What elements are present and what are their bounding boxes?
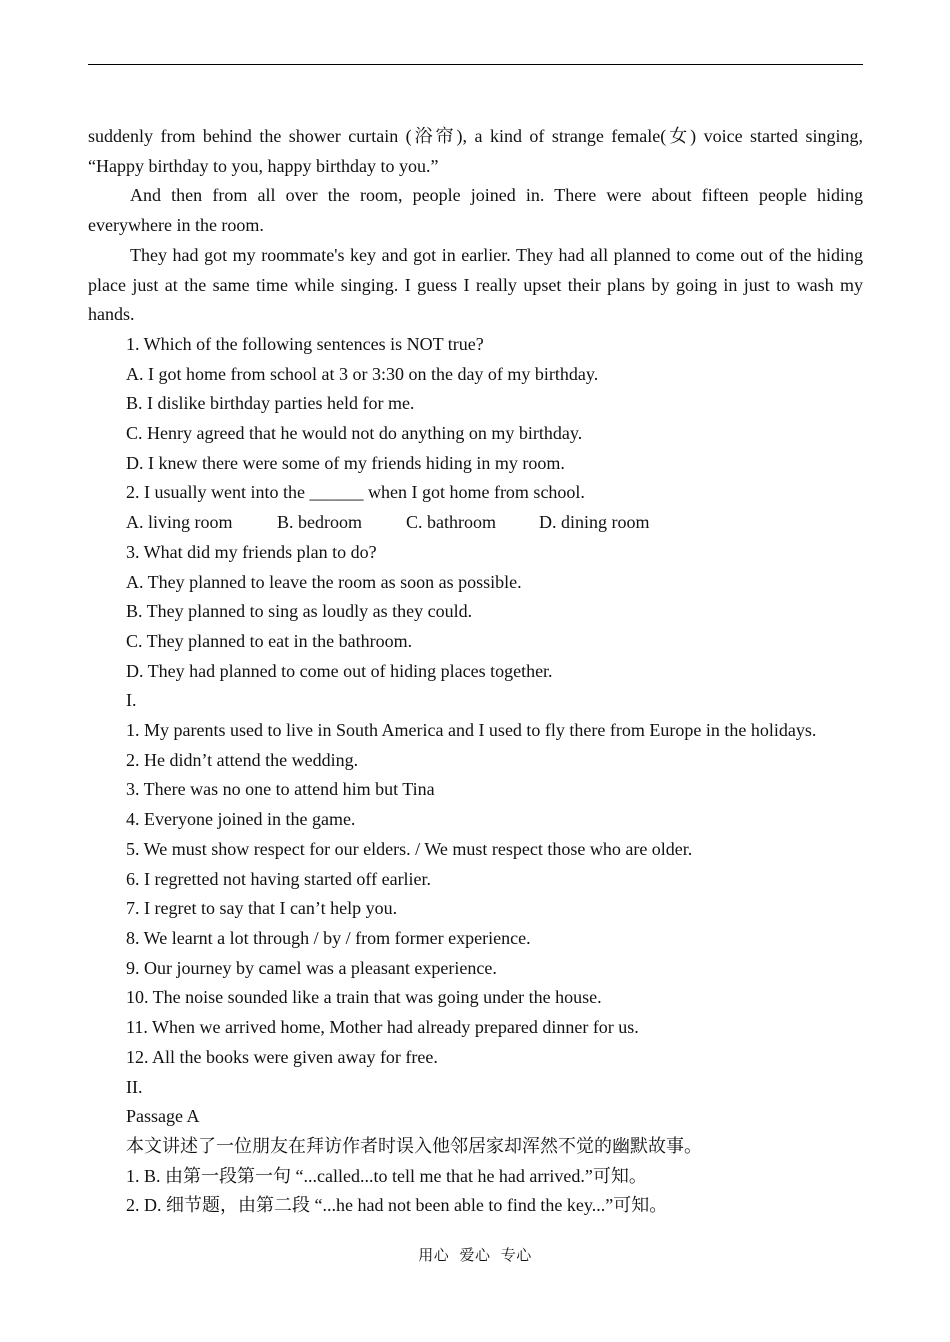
passage-paragraph-2: And then from all over the room, people joined in. There were about fifteen people hiding everywhere in the room. bbox=[88, 185, 863, 236]
passage-paragraph-1: suddenly from behind the shower curtain (浴帘), a kind of strange female(女) voice started singing, “Happy birthday to you, happy birthday to you.” bbox=[88, 126, 863, 176]
passage-a-title: Passage A bbox=[126, 1106, 200, 1127]
question-1-option-b: B. I dislike birthday parties held for me. bbox=[126, 393, 415, 414]
header-rule bbox=[88, 64, 863, 65]
question-2-stem: 2. I usually went into the ______ when I got home from school. bbox=[126, 482, 585, 503]
answer-item-8: 8. We learnt a lot through / by / from former experience. bbox=[126, 927, 531, 948]
question-3-option-b: B. They planned to sing as loudly as they could. bbox=[126, 601, 473, 622]
answer-section-1-heading: I. bbox=[126, 690, 137, 711]
answer-item-9: 9. Our journey by camel was a pleasant experience. bbox=[126, 957, 497, 978]
answer-item-2: 2. He didn’t attend the wedding. bbox=[126, 749, 359, 770]
question-1-option-a: A. I got home from school at 3 or 3:30 on the day of my birthday. bbox=[126, 363, 599, 384]
answer-item-6: 6. I regretted not having started off earlier. bbox=[126, 868, 432, 889]
question-3-option-a: A. They planned to leave the room as soon as possible. bbox=[126, 571, 522, 592]
answer-item-7: 7. I regret to say that I can’t help you. bbox=[126, 898, 398, 919]
passage-a-answer-1: 1. B. 由第一段第一句 “...called...to tell me that he had arrived.”可知。 bbox=[126, 1165, 647, 1186]
question-2-option-a: A. living room bbox=[126, 512, 233, 533]
question-2-option-d: D. dining room bbox=[539, 512, 650, 533]
question-2-options bbox=[126, 508, 863, 538]
passage-paragraph-3: They had got my roommate's key and got in earlier. They had all planned to come out of the hiding place just at the same time while singing. I guess I really upset their plans by going in just to wash my hands. bbox=[88, 244, 863, 325]
answer-item-10: 10. The noise sounded like a train that was going under the house. bbox=[126, 987, 602, 1008]
question-1-stem: 1. Which of the following sentences is NOT true? bbox=[126, 333, 484, 354]
question-1-option-d: D. I knew there were some of my friends hiding in my room. bbox=[126, 452, 565, 473]
answer-item-1: 1. My parents used to live in South America and I used to fly there from Europe in the holidays. bbox=[126, 720, 817, 741]
page-body bbox=[88, 122, 863, 1221]
passage-a-summary: 本文讲述了一位朋友在拜访作者时误入他邻居家却浑然不觉的幽默故事。 bbox=[126, 1135, 702, 1156]
question-2-option-b: B. bedroom bbox=[277, 512, 362, 533]
question-3-option-c: C. They planned to eat in the bathroom. bbox=[126, 630, 413, 651]
answer-item-3: 3. There was no one to attend him but Tina bbox=[126, 779, 435, 800]
answer-item-4: 4. Everyone joined in the game. bbox=[126, 809, 356, 830]
question-2-option-c: C. bathroom bbox=[406, 512, 496, 533]
answer-item-11: 11. When we arrived home, Mother had already prepared dinner for us. bbox=[126, 1017, 639, 1038]
question-1-option-c: C. Henry agreed that he would not do anything on my birthday. bbox=[126, 423, 583, 444]
answer-section-2-heading: II. bbox=[126, 1076, 143, 1097]
question-3-option-d: D. They had planned to come out of hiding places together. bbox=[126, 660, 553, 681]
question-3-stem: 3. What did my friends plan to do? bbox=[126, 541, 377, 562]
answer-item-12: 12. All the books were given away for free. bbox=[126, 1046, 438, 1067]
answer-item-5: 5. We must show respect for our elders. / We must respect those who are older. bbox=[126, 838, 693, 859]
passage-a-answer-2: 2. D. 细节题，由第二段 “...he had not been able to find the key...”可知。 bbox=[126, 1195, 668, 1216]
page-footer: 用心 爱心 专心 bbox=[418, 1248, 532, 1264]
